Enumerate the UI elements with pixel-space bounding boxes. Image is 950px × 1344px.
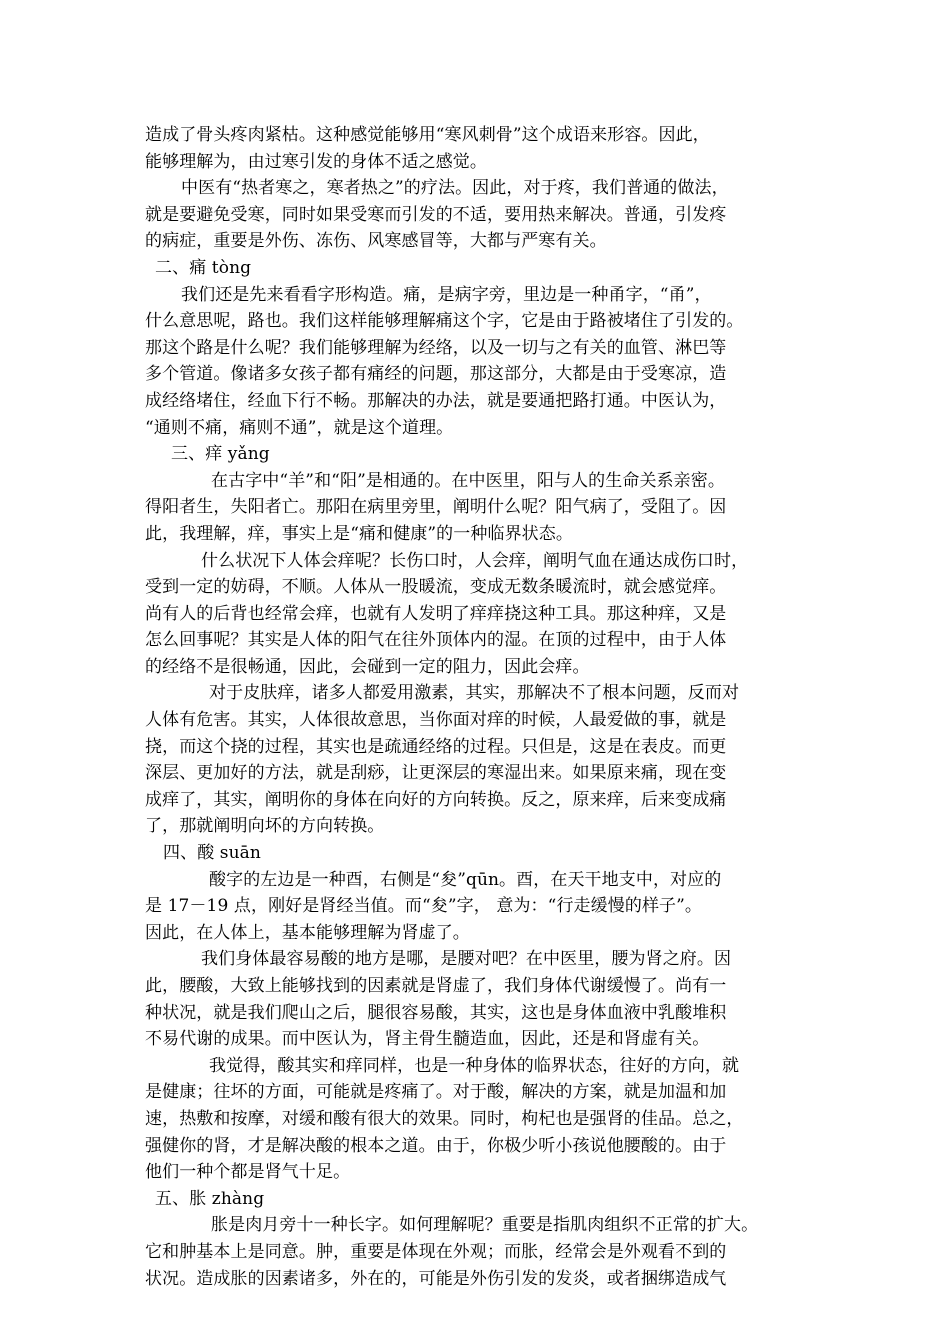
paragraph-line: 状况。造成胀的因素诸多，外在的，可能是外伤引发的发炎，或者捆绑造成气 bbox=[145, 1268, 727, 1289]
document-body bbox=[145, 122, 835, 1292]
paragraph-line: 造成了骨头疼肉紧枯。这种感觉能够用“寒风刺骨”这个成语来形容。因此， bbox=[145, 125, 710, 145]
paragraph-line: 什么状况下人体会痒呢？长伤口时，人会痒，阐明气血在通达成伤口时， bbox=[201, 550, 749, 571]
paragraph-line: 我们身体最容易酸的地方是哪，是腰对吧？在中医里，腰为肾之府。因 bbox=[201, 949, 732, 970]
paragraph-line: 我觉得，酸其实和痒同样，也是一种身体的临界状态，往好的方向，就 bbox=[209, 1055, 740, 1076]
paragraph-line: 的病症，重要是外伤、冻伤、风寒感冒等，大都与严寒有关。 bbox=[145, 231, 607, 252]
paragraph-line: 怎么回事呢？其实是人体的阳气在往外顶体内的湿。在顶的过程中，由于人体 bbox=[145, 630, 727, 651]
paragraph-line: 酸字的左边是一种酉，右侧是“夋”qūn。酉，在天干地支中，对应的 bbox=[209, 869, 722, 890]
paragraph-line: 挠，而这个挠的过程，其实也是疏通经络的过程。只但是，这是在表皮。而更 bbox=[145, 736, 727, 757]
section-heading: 三、痒 yǎng bbox=[171, 444, 270, 465]
paragraph-line: 胀是肉月旁十一种长字。如何理解呢？重要是指肌肉组织不正常的扩大。 bbox=[211, 1215, 759, 1236]
paragraph-line: 在古字中“羊”和“阳”是相通的。在中医里，阳与人的生命关系亲密。 bbox=[211, 470, 725, 491]
paragraph-line: 那这个路是什么呢？我们能够理解为经络，以及一切与之有关的血管、淋巴等 bbox=[145, 337, 727, 358]
paragraph-line: 中医有“热者寒之，寒者热之”的疗法。因此，对于疼，我们普通的做法， bbox=[181, 178, 729, 199]
paragraph-line: 得阳者生，失阳者亡。那阳在病里旁里，阐明什么呢？阳气病了，受阻了。因 bbox=[145, 497, 727, 518]
paragraph-line: 深层、更加好的方法，就是刮痧，让更深层的寒湿出来。如果原来痛，现在变 bbox=[145, 763, 727, 784]
paragraph-line: 对于皮肤痒，诸多人都爱用激素，其实，那解决不了根本问题，反而对 bbox=[209, 683, 740, 704]
paragraph-line: 是健康；往坏的方面，可能就是疼痛了。对于酸，解决的方案，就是加温和加 bbox=[145, 1082, 727, 1103]
paragraph-line: 就是要避免受寒，同时如果受寒而引发的不适，要用热来解决。普通，引发疼 bbox=[145, 204, 727, 225]
paragraph-line: 了，那就阐明向坏的方向转换。 bbox=[145, 816, 385, 837]
paragraph-line: 人体有危害。其实，人体很故意思，当你面对痒的时候，人最爱做的事，就是 bbox=[145, 710, 727, 731]
paragraph-line: 是 17－19 点，刚好是肾经当值。而“夋”字， 意为：“行走缓慢的样子”。 bbox=[145, 896, 703, 917]
paragraph-line: 能够理解为，由过寒引发的身体不适之感觉。 bbox=[145, 151, 487, 172]
paragraph-line: 什么意思呢，路也。我们这样能够理解痛这个字，它是由于路被堵住了引发的。 bbox=[145, 311, 744, 332]
paragraph-line: 种状况，就是我们爬山之后，腿很容易酸，其实，这也是身体血液中乳酸堆积 bbox=[145, 1002, 727, 1023]
paragraph-line: 多个管道。像诸多女孩子都有痛经的问题，那这部分，大都是由于受寒凉，造 bbox=[145, 364, 727, 385]
paragraph-line: 不易代谢的成果。而中医认为，肾主骨生髓造血，因此，还是和肾虚有关。 bbox=[145, 1029, 710, 1050]
paragraph-line: 受到一定的妨碍，不顺。人体从一股暖流，变成无数条暖流时，就会感觉痒。 bbox=[145, 577, 727, 598]
paragraph-line: 我们还是先来看看字形构造。痛，是病字旁，里边是一种甬字，“甬”， bbox=[181, 284, 712, 305]
section-heading: 二、痛 tòng bbox=[155, 257, 252, 278]
paragraph-line: 他们一种个都是肾气十足。 bbox=[145, 1162, 351, 1183]
paragraph-line: 此，腰酸，大致上能够找到的因素就是肾虚了，我们身体代谢缓慢了。尚有一 bbox=[145, 976, 727, 996]
paragraph-line: 成经络堵住，经血下行不畅。那解决的办法，就是要通把路打通。中医认为， bbox=[145, 390, 727, 411]
paragraph-line: 它和肿基本上是同意。肿，重要是体现在外观；而胀，经常会是外观看不到的 bbox=[145, 1241, 727, 1262]
section-heading: 五、胀 zhàng bbox=[155, 1188, 265, 1209]
paragraph-line: 速，热敷和按摩，对缓和酸有很大的效果。同时，枸杞也是强肾的佳品。总之， bbox=[145, 1108, 744, 1129]
paragraph-line: 成痒了，其实，阐明你的身体在向好的方向转换。反之，原来痒，后来变成痛 bbox=[145, 789, 727, 810]
paragraph-line: 的经络不是很畅通，因此，会碰到一定的阻力，因此会痒。 bbox=[145, 656, 590, 677]
paragraph-line: 因此，在人体上，基本能够理解为肾虚了。 bbox=[145, 922, 470, 943]
paragraph-line: 尚有人的后背也经常会痒，也就有人发明了痒痒挠这种工具。那这种痒，又是 bbox=[145, 603, 727, 624]
paragraph-line: 此，我理解，痒，事实上是“痛和健康”的一种临界状态。 bbox=[145, 523, 573, 544]
section-heading: 四、酸 suān bbox=[163, 843, 261, 864]
paragraph-line: 强健你的肾，才是解决酸的根本之道。由于，你极少听小孩说他腰酸的。由于 bbox=[145, 1135, 727, 1156]
paragraph-line: “通则不痛，痛则不通”，就是这个道理。 bbox=[145, 417, 454, 438]
